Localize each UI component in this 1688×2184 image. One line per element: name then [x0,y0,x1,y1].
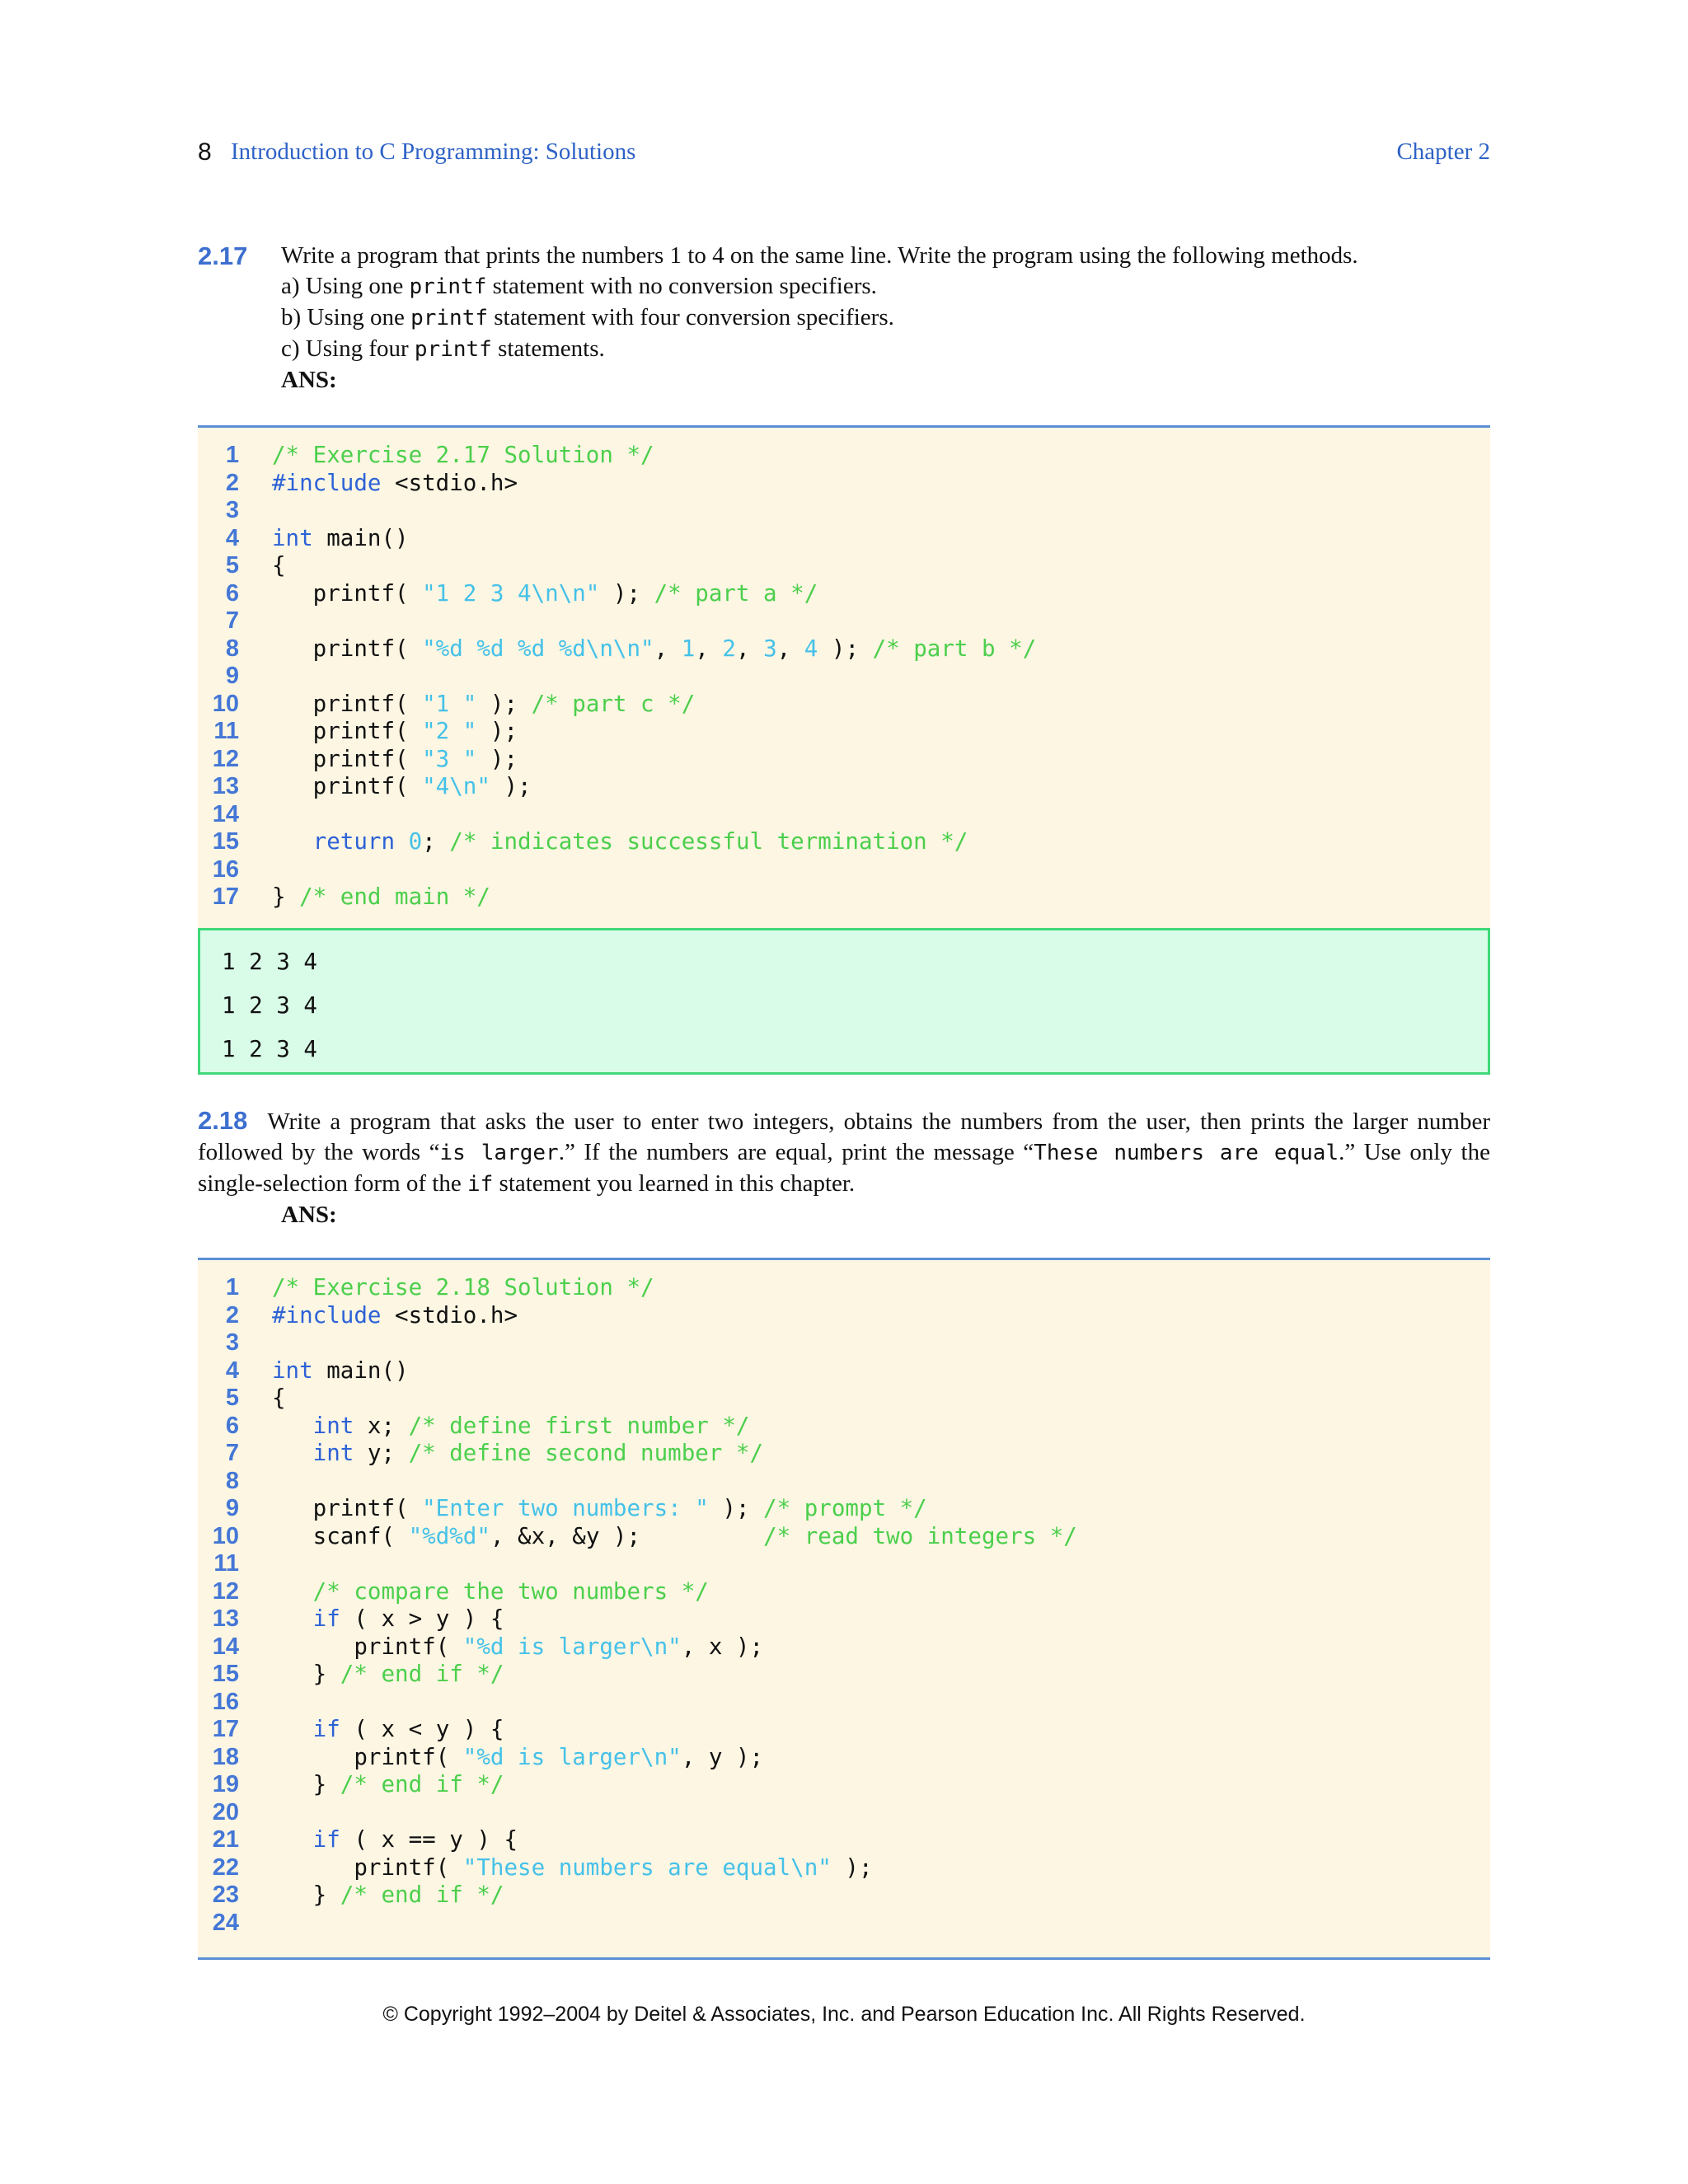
code-text [272,718,518,746]
code-text [272,525,409,553]
exercise-item [281,302,1490,334]
code-keyword: int [272,524,313,551]
exercise-items [198,271,1490,365]
line-number: 18 [212,1743,239,1770]
code-comment: /* indicates successful termination */ [449,828,968,855]
code-token [272,1716,313,1742]
code-token: printf( [272,745,423,772]
code-text [272,1440,763,1468]
code-token: ); [818,635,873,662]
line-number: 5 [225,552,239,579]
code-keyword: if [312,1716,340,1742]
code-token [272,1413,313,1439]
line-number: 17 [212,1716,239,1742]
line-number: 6 [225,579,239,607]
code-text [272,1716,504,1744]
ans-label: ANS: [281,1202,337,1228]
code-literal: "3 " [422,745,477,772]
copyright-footer: © Copyright 1992–2004 by Deitel & Associates, Inc. and Pearson Education Inc. All Rights Reserved. [382,2003,1306,2026]
code-comment: /* define first number */ [408,1412,750,1439]
exercise-number: 2.18 [198,1106,248,1135]
code-token: } [272,1771,340,1797]
code-text [272,1385,286,1413]
code-token: printf( [272,1633,463,1660]
code-token: } [272,1661,340,1687]
line-number: 11 [213,718,239,744]
line-number: 20 [212,1798,239,1825]
item-text: a) Using one [281,273,410,299]
prompt-text: Write a program that asks the user to enter two integers, obtains the numbers from the user, then prints the larger number followed by the words “ [198,1108,1490,1165]
code-token: { [272,552,286,579]
code-text [272,1274,654,1302]
line-number: 12 [212,1577,239,1605]
exercise-2-17 [198,241,1490,396]
code-token: , [735,635,764,662]
line-number: 15 [212,828,239,855]
code-token: main() [312,524,409,551]
line-number: 8 [225,1467,239,1494]
chapter-label: Chapter 2 [1396,138,1490,165]
code-text [272,691,695,719]
code-comment: /* Exercise 2.17 Solution */ [272,442,654,468]
line-number: 13 [212,773,239,799]
code-literal: "1 " [422,690,477,717]
code-text [272,773,532,801]
code-token: ); [490,773,532,799]
code-keyword: if [312,1826,340,1853]
exercise-2-18 [198,1105,1490,1230]
code-token: ( x == y ) { [340,1826,518,1853]
code-comment: /* read two integers */ [763,1522,1077,1549]
code-token: , [654,635,682,662]
code-keyword: int [312,1412,354,1439]
code-token: , x ); [681,1633,764,1660]
line-number: 1 [225,1274,239,1301]
code-token: ); [476,718,518,744]
code-text [272,1854,873,1882]
code-token: printf( [272,1495,423,1521]
line-number: 9 [225,663,239,689]
page-number: 8 [198,138,212,166]
code-token: <stdio.h> [381,1301,518,1329]
line-number: 14 [212,1633,239,1660]
item-text: b) Using one [281,304,411,330]
code-token: } [272,1882,340,1908]
code-token: , y ); [681,1743,764,1770]
line-number: 4 [225,1357,239,1384]
code-literal: "%d is larger\n" [462,1633,682,1660]
code-token: { [272,1385,286,1411]
code-comment: /* prompt */ [763,1495,927,1521]
code-text [272,1523,1077,1551]
line-number: 15 [212,1661,239,1687]
code-token: printf( [272,635,423,662]
code-listing-2-17 [198,425,1490,930]
code-token [272,1826,313,1853]
code-token: printf( [272,1743,463,1770]
code-literal: 0 [408,828,423,855]
code-token: ); [599,579,654,607]
code-comment: /* part c */ [531,690,696,717]
code-text [272,1605,504,1633]
code-text [272,635,1036,663]
program-output [198,928,1490,1075]
code-token: , [776,635,804,662]
item-text: c) Using four [281,335,415,362]
line-number: 5 [225,1385,239,1411]
line-number: 2 [225,469,239,496]
code-text [272,1578,709,1606]
line-number: 17 [212,883,239,910]
line-number: 11 [213,1550,239,1577]
code-text [272,1633,763,1661]
code-text [272,470,518,498]
inline-code: printf [414,337,492,362]
code-token: } [272,883,300,910]
code-comment: /* end if */ [340,1771,504,1797]
code-text [272,1882,504,1910]
code-token: printf( [272,690,423,717]
code-literal: "%d%d" [408,1522,490,1549]
code-text [272,1357,409,1385]
code-keyword: if [312,1605,340,1632]
code-text [272,1744,763,1772]
code-text [272,442,654,470]
code-keyword: return [312,828,396,855]
code-token: ( x < y ) { [340,1716,504,1742]
code-token [272,828,313,855]
code-comment: /* end if */ [340,1661,504,1687]
code-text [272,1771,504,1799]
code-text [272,1495,927,1523]
code-literal: "%d is larger\n" [462,1743,682,1770]
code-comment: /* end if */ [340,1882,504,1908]
code-token: ; [422,828,450,855]
code-literal: "1 2 3 4\n\n" [422,579,600,607]
output-line: 1 2 3 4 [222,949,317,975]
code-token: printf( [272,1854,463,1881]
code-token [272,1578,313,1605]
output-line: 1 2 3 4 [222,992,317,1019]
line-number: 10 [212,1522,239,1549]
code-literal: 2 [722,635,736,662]
code-keyword: int [272,1357,313,1384]
line-number: 7 [225,1440,239,1466]
line-number: 7 [225,607,239,634]
line-number: 4 [225,524,239,551]
line-number: 21 [212,1826,239,1853]
code-keyword: #include [272,1301,382,1329]
line-number: 23 [212,1882,239,1908]
code-token: ); [476,690,532,717]
inline-code: if [467,1172,494,1197]
exercise-prompt: Write a program that prints the numbers 1 to 4 on the same line. Write the program using the following methods. [281,242,1358,269]
code-token: printf( [272,579,423,607]
line-number: 12 [212,745,239,772]
inline-code: printf [410,306,488,330]
exercise-item [281,334,1490,365]
book-title: Introduction to C Programming: Solutions [231,138,636,165]
code-literal: 3 [763,635,777,662]
code-keyword: int [312,1440,354,1466]
item-text: statement with no conversion specifiers. [486,273,877,299]
code-token: y; [354,1440,409,1466]
code-literal: "%d %d %d %d\n\n" [422,635,654,662]
code-literal: "4\n" [422,773,490,799]
code-comment: /* end main */ [299,883,490,910]
code-token [395,828,409,855]
ans-label: ANS: [281,367,337,393]
line-number: 8 [225,635,239,662]
code-token: ); [708,1495,764,1521]
code-token: ); [476,745,518,772]
code-token: ( x > y ) { [340,1605,504,1632]
code-token: <stdio.h> [381,469,518,496]
code-listing-2-18 [198,1258,1490,1960]
line-number: 24 [212,1909,239,1936]
code-token: , [695,635,723,662]
line-number: 1 [225,442,239,468]
code-token: ); [831,1854,873,1881]
code-token: x; [354,1412,409,1439]
exercise-item [281,271,1490,302]
code-token [272,1440,313,1466]
code-token: main() [312,1357,409,1384]
line-number: 14 [212,800,239,827]
code-comment: /* Exercise 2.18 Solution */ [272,1274,654,1301]
line-number: 13 [212,1605,239,1632]
prompt-text: .” If the numbers are equal, print the message “ [558,1139,1034,1165]
line-number: 19 [212,1771,239,1797]
code-token: , &x, &y ); [490,1522,764,1549]
code-comment: /* compare the two numbers */ [312,1577,709,1605]
code-token [272,1605,313,1632]
code-text [272,828,968,856]
item-text: statements. [491,335,605,362]
inline-code: printf [409,274,487,299]
code-comment: /* define second number */ [408,1440,764,1466]
line-number: 3 [225,497,239,523]
code-literal: "2 " [422,718,477,744]
code-text [272,883,490,912]
exercise-number: 2.17 [198,241,248,270]
code-comment: /* part b */ [872,635,1037,662]
code-literal: "These numbers are equal\n" [462,1854,832,1881]
exercise-prompt [198,1105,1490,1200]
code-text [272,1661,504,1689]
line-number: 6 [225,1412,239,1439]
code-token: printf( [272,718,423,744]
inline-code: These numbers are equal [1034,1141,1339,1165]
page-header [198,138,1490,180]
code-token: scanf( [272,1522,409,1549]
line-number: 2 [225,1301,239,1329]
code-text [272,1413,750,1441]
code-literal: "Enter two numbers: " [422,1495,709,1521]
code-text [272,1302,518,1330]
code-literal: 4 [804,635,818,662]
line-number: 16 [212,1688,239,1715]
code-text [272,1826,518,1854]
code-text [272,580,818,608]
code-text [272,746,518,774]
line-number: 22 [212,1854,239,1881]
code-keyword: #include [272,469,382,496]
code-literal: 1 [681,635,696,662]
line-number: 16 [212,855,239,883]
code-text [272,552,286,580]
line-number: 10 [212,690,239,717]
code-comment: /* part a */ [654,579,818,607]
line-number: 3 [225,1329,239,1356]
prompt-text: statement you learned in this chapter. [493,1170,856,1197]
item-text: statement with four conversion specifiers. [488,304,894,330]
code-token: printf( [272,773,423,799]
line-number: 9 [225,1495,239,1521]
output-line: 1 2 3 4 [222,1036,317,1062]
prompt-text: .” Use only the single-selection form of the [198,1139,1490,1197]
inline-code: is larger [439,1141,559,1165]
